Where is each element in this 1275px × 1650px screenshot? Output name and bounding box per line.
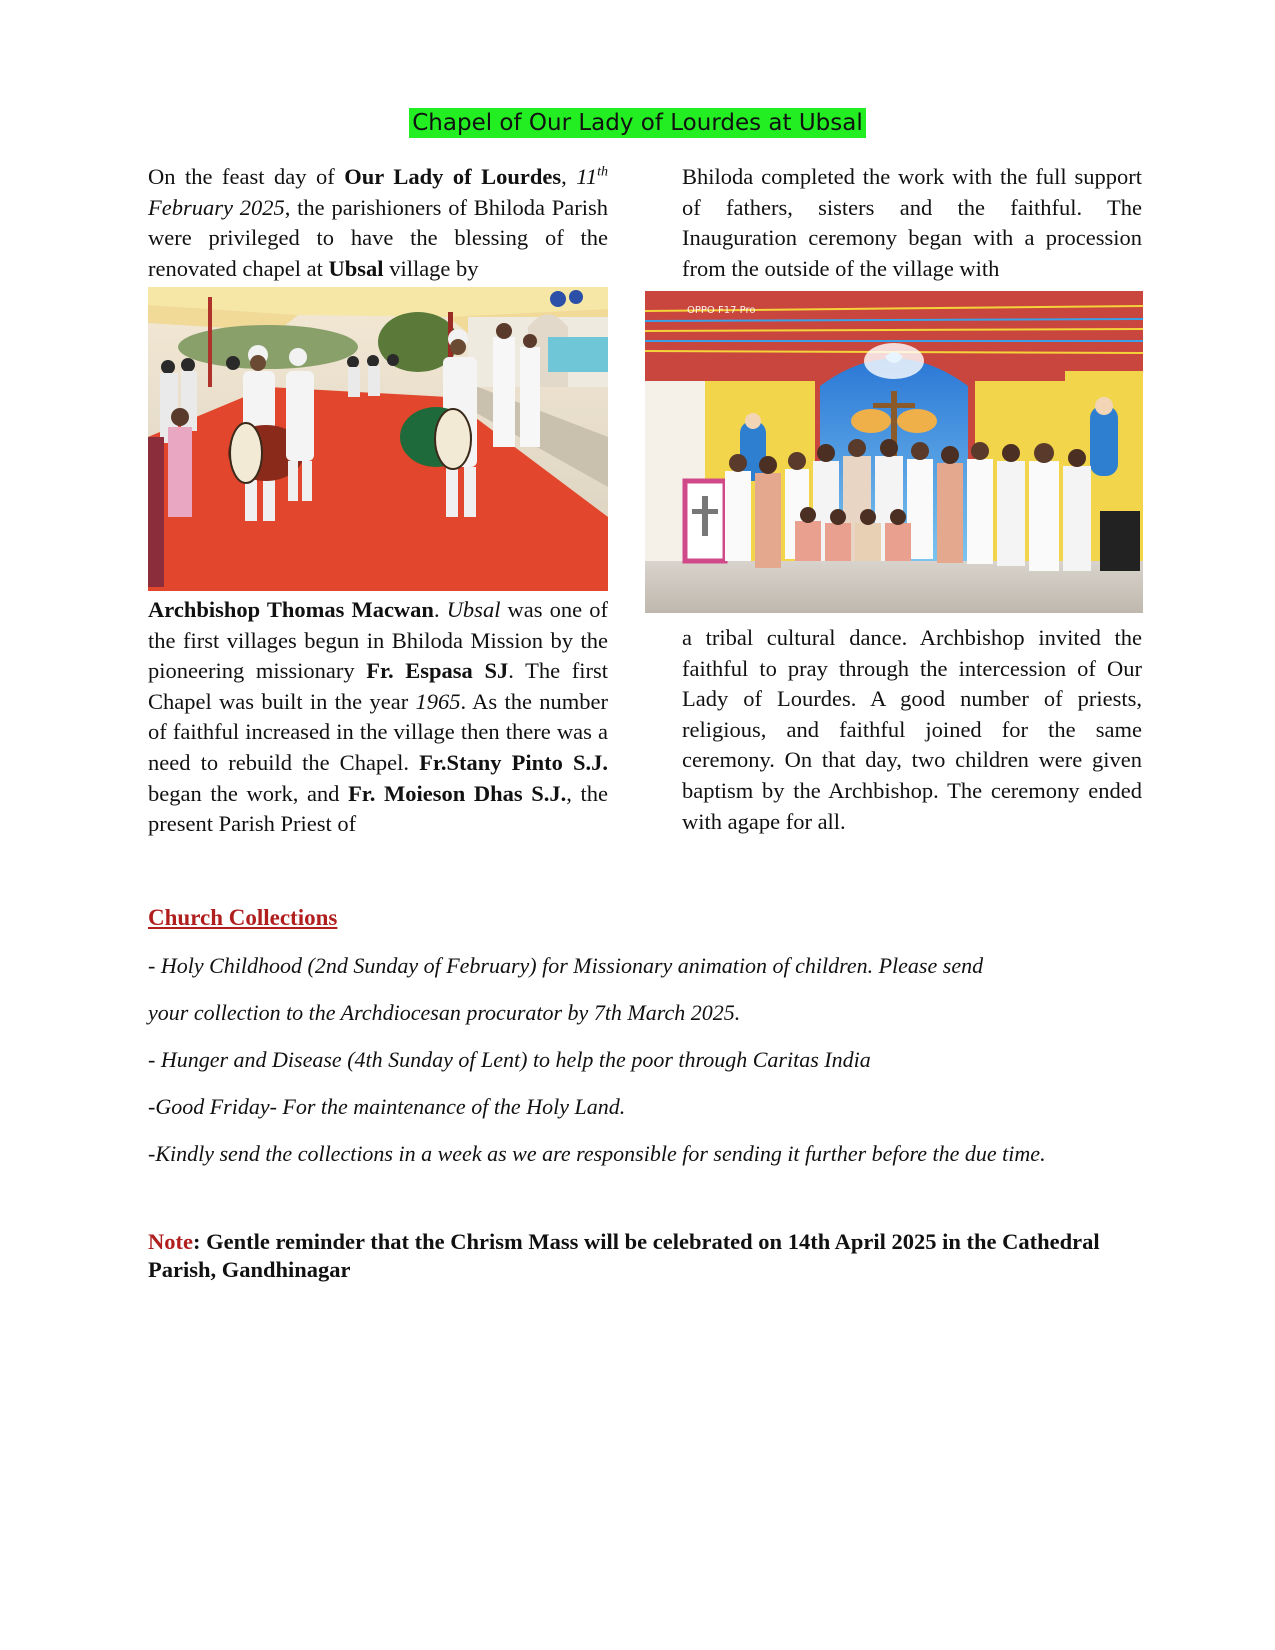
chapel-group-photo xyxy=(645,291,1143,613)
collection-item-3: -Good Friday- For the maintenance of the Holy Land. xyxy=(148,1094,626,1119)
collections-heading: Church Collections xyxy=(148,905,338,930)
note-text: : Gentle reminder that the Chrism Mass will be celebrated on 14th April 2025 in the Cathedral Parish, Gandhinagar xyxy=(148,1229,1100,1282)
procession-photo xyxy=(148,287,608,591)
article-paragraph-1: On the feast day of Our Lady of Lourdes, 11th February 2025, the parishioners of Bhiloda Parish were privileged to have the blessing of the renovated chapel at Ubsal village by xyxy=(148,164,609,281)
collection-item-2: - Hunger and Disease (4th Sunday of Lent) to help the poor through Caritas India xyxy=(148,1047,871,1072)
note-label: Note xyxy=(148,1229,193,1254)
collection-item-1-continued: your collection to the Archdiocesan procurator by 7th March 2025. xyxy=(148,1000,741,1025)
page-title-text: Chapel of Our Lady of Lourdes at Ubsal xyxy=(409,108,866,138)
article-paragraph-2: Archbishop Thomas Macwan. Ubsal was one of the first villages begun in Bhiloda Mission by the pioneering missionary Fr. Espasa SJ. The first Chapel was built in the year 1965. As the number of faithful increased in the village then there was a need to rebuild the Chapel. Fr.Stany Pinto S.J. began the work, and Fr. Moieson Dhas S.J., the present Parish Priest of xyxy=(148,597,608,837)
photo-watermark: OPPO F17 Pro xyxy=(687,305,756,316)
article-paragraph-3: Bhiloda completed the work with the full support of fathers, sisters and the faithful. The Inauguration ceremony began with a procession from the outside of the village with xyxy=(682,164,1142,281)
collection-item-1: - Holy Childhood (2nd Sunday of February) for Missionary animation of children. Please send xyxy=(148,953,984,978)
page-title xyxy=(0,110,1275,136)
chapel-group-photo-illustration xyxy=(645,291,1143,613)
article-paragraph-4: a tribal cultural dance. Archbishop invited the faithful to pray through the intercession of Our Lady of Lourdes. A good number of priests, religious, and faithful joined for the same ceremony. On that day, two children were given baptism by the Archbishop. The ceremony ended with agape for all. xyxy=(682,625,1142,834)
note-reminder xyxy=(148,1228,1120,1284)
collection-item-4: -Kindly send the collections in a week as we are responsible for sending it further before the due time. xyxy=(148,1141,1046,1166)
procession-photo-illustration xyxy=(148,287,608,591)
